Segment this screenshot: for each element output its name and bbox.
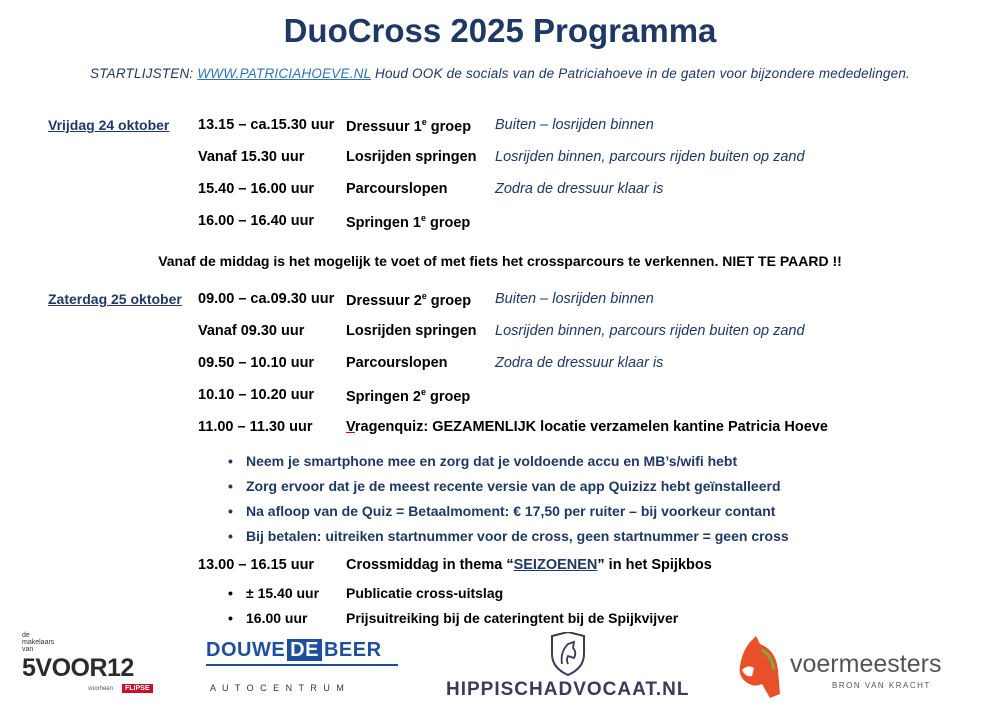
logo-flipse-badge: FLIPSE: [122, 684, 153, 693]
row-activity-sup: e: [421, 291, 427, 301]
row-activity-main: Losrijden springen: [346, 323, 477, 339]
voermeesters-name: voermeesters: [790, 650, 942, 678]
row-activity: [346, 355, 448, 371]
sub-item-time: ± 15.40 uur: [246, 585, 320, 601]
douwe-mid: DE: [287, 639, 322, 661]
row-note: Zodra de dressuur klaar is: [495, 355, 664, 371]
row-time: Vanaf 15.30 uur: [198, 149, 305, 165]
row-activity: [346, 149, 477, 165]
row-time: Vanaf 09.30 uur: [198, 323, 305, 339]
row-note: Zodra de dressuur klaar is: [495, 181, 664, 197]
row-activity-sup: e: [420, 213, 426, 223]
horse-head-icon: [732, 636, 784, 700]
row-time: 13.15 – ca.15.30 uur: [198, 117, 335, 133]
day-friday: Vrijdag 24 oktober: [48, 117, 170, 133]
startlijsten-label: STARTLIJSTEN:: [89, 66, 198, 81]
bullet-text: Na afloop van de Quiz = Betaalmoment: € 17,50 per ruiter – bij voorkeur contant: [246, 503, 776, 519]
row-activity: [346, 181, 448, 197]
row-note: Buiten – losrijden binnen: [495, 117, 654, 133]
quiz-label: [346, 419, 828, 435]
douwe-left: DOUWE: [206, 639, 286, 661]
cross-theme: SEIZOENEN: [513, 557, 598, 573]
bullet-dot: •: [228, 453, 233, 469]
row-time: 15.40 – 16.00 uur: [198, 181, 315, 197]
bullet-item: [228, 503, 775, 519]
bullet-item: [228, 453, 737, 469]
row-activity: [346, 387, 470, 405]
logo-hippisch-advocaat: [446, 632, 696, 704]
logo-5voor12-small: de makelaars van: [22, 632, 55, 653]
row-activity: [346, 117, 471, 135]
row-time: 10.10 – 10.20 uur: [198, 387, 315, 403]
shield-horse-icon: [548, 632, 588, 676]
bullet-dot: •: [228, 528, 233, 544]
row-activity-suffix: groep: [426, 118, 472, 135]
row-activity-main: Springen 1: [346, 214, 421, 231]
bullet-dot: •: [228, 503, 233, 519]
row-note: Losrijden binnen, parcours rijden buiten op zand: [495, 323, 805, 339]
row-activity-sup: e: [421, 117, 427, 127]
bullet-text: Neem je smartphone mee en zorg dat je voldoende accu en MB’s/wifi hebt: [246, 453, 738, 469]
sub-item-label: Prijsuitreiking bij de cateringtent bij de Spijkvijver: [346, 610, 679, 626]
row-activity-sup: e: [420, 387, 426, 397]
logo-douwe-de-beer: [206, 637, 406, 699]
row-activity: [346, 213, 470, 231]
row-time: 09.00 – ca.09.30 uur: [198, 291, 335, 307]
row-activity: [346, 323, 477, 339]
bullet-item: [228, 528, 789, 544]
socials-note: Houd OOK de socials van de Patriciahoeve in de gaten voor bijzondere mededelingen.: [371, 66, 911, 81]
sub-item-time-wrap: [228, 610, 307, 626]
bullet-dot: •: [228, 610, 233, 626]
logo-5voor12-name: 5VOOR12: [22, 654, 134, 682]
hippisch-part-b: ADVOCAAT: [543, 679, 656, 700]
sub-item-time: 16.00 uur: [246, 610, 308, 626]
row-activity-suffix: groep: [425, 388, 471, 405]
sub-item-label: Publicatie cross-uitslag: [346, 585, 504, 601]
logo-5voor12: [22, 632, 162, 702]
day-saturday: Zaterdag 25 oktober: [48, 291, 182, 307]
quiz-label-rest: ragenquiz: GEZAMENLIJK locatie verzamelen kantine Patricia Hoeve: [354, 419, 828, 435]
page-title: DuoCross 2025 Programma: [283, 12, 717, 49]
row-activity-suffix: groep: [426, 292, 472, 309]
cross-suffix: ” in het Spijkbos: [597, 557, 712, 573]
row-note: Losrijden binnen, parcours rijden buiten op zand: [495, 149, 805, 165]
bullet-item: [228, 478, 781, 494]
cross-label: [346, 557, 712, 573]
douwe-right: BEER: [323, 639, 382, 661]
row-time: 09.50 – 10.10 uur: [198, 355, 315, 371]
row-activity-main: Dressuur 1: [346, 118, 422, 135]
cross-time: 13.00 – 16.15 uur: [198, 557, 315, 573]
quiz-label-first: V: [346, 419, 355, 435]
douwe-divider: [206, 664, 398, 666]
sub-item-time-wrap: [228, 585, 319, 601]
row-activity: [346, 291, 471, 309]
bullet-dot: •: [228, 585, 233, 601]
row-activity-main: Parcourslopen: [346, 181, 448, 197]
voermeesters-tagline: BRON VAN KRACHT: [832, 681, 931, 690]
row-activity-main: Springen 2: [346, 388, 421, 405]
row-activity-suffix: groep: [425, 214, 471, 231]
hippisch-part-c: .NL: [655, 679, 690, 700]
row-note: Buiten – losrijden binnen: [495, 291, 654, 307]
quiz-time: 11.00 – 11.30 uur: [198, 419, 313, 435]
bullet-text: Zorg ervoor dat je de meest recente versie van de app Quizizz hebt geïnstalleerd: [246, 478, 781, 494]
bullet-dot: •: [228, 478, 233, 494]
middag-note: Vanaf de middag is het mogelijk te voet of met fiets het crossparcours te verkennen. NIET TE PAARD !!: [158, 253, 842, 269]
cross-prefix: Crossmiddag in thema “: [346, 557, 514, 573]
bullet-text: Bij betalen: uitreiken startnummer voor de cross, geen startnummer = geen cross: [246, 528, 789, 544]
website-link[interactable]: WWW.PATRICIAHOEVE.NL: [197, 66, 372, 81]
subtitle-line: [0, 66, 1000, 81]
row-activity-main: Losrijden springen: [346, 149, 477, 165]
logo-5voor12-sub: voorheen: [88, 686, 114, 692]
douwe-sub: A U T O C E N T R U M: [210, 683, 346, 693]
logo-voermeesters: [732, 636, 972, 702]
row-activity-main: Parcourslopen: [346, 355, 448, 371]
row-activity-main: Dressuur 2: [346, 292, 422, 309]
row-time: 16.00 – 16.40 uur: [198, 213, 315, 229]
hippisch-part-a: HIPPISCH: [446, 679, 544, 700]
